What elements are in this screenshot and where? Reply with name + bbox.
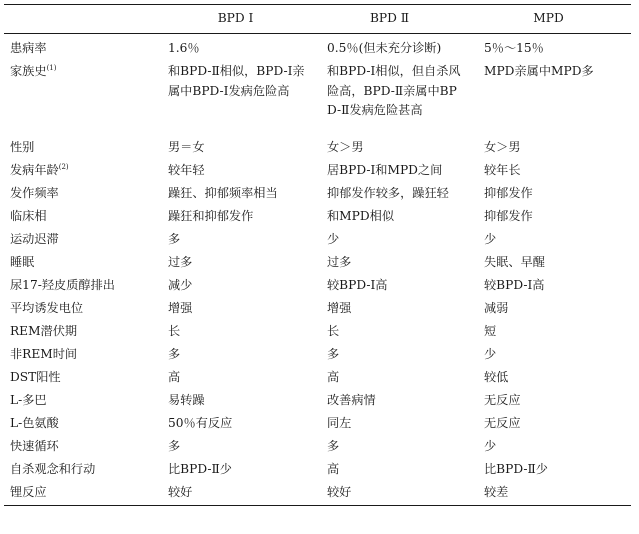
row-label-text: L-多巴 <box>10 392 47 407</box>
row-label-text: L-色氨酸 <box>10 415 59 430</box>
row-label-text: 发作频率 <box>10 185 59 200</box>
header-feature <box>4 5 158 34</box>
table-body <box>4 34 631 506</box>
row-label <box>4 459 158 482</box>
table-row <box>4 61 631 137</box>
table-row <box>4 183 631 206</box>
cell-mpd: 短 <box>484 323 497 338</box>
cell-mpd: 少 <box>484 346 497 361</box>
row-label-text: 家族史 <box>10 64 47 78</box>
table-row <box>4 275 631 298</box>
row-label <box>4 482 158 506</box>
row-label <box>4 390 158 413</box>
table-row <box>4 321 631 344</box>
cell-bpd2: 和MPD相似 <box>327 208 395 223</box>
row-label-text: 平均诱发电位 <box>10 300 84 315</box>
cell-bpd1: 增强 <box>168 300 193 315</box>
cell-bpd2: 较好 <box>327 484 352 499</box>
cell-mpd: 无反应 <box>484 415 521 430</box>
header-bpd1: BPD Ⅰ <box>217 11 254 26</box>
cell-bpd2: 0.5％(但未充分诊断) <box>327 41 442 55</box>
table-row <box>4 413 631 436</box>
cell-mpd: MPD亲属中MPD多 <box>484 64 594 78</box>
cell-bpd1: 躁狂、抑郁频率相当 <box>168 185 278 200</box>
cell-mpd: 5％～15％ <box>484 41 544 55</box>
row-label <box>4 183 158 206</box>
cell-bpd1: 比BPD-Ⅱ少 <box>168 461 232 476</box>
cell-bpd2: 较BPD-Ⅰ高 <box>327 277 388 292</box>
row-label <box>4 298 158 321</box>
cell-mpd: 无反应 <box>484 392 521 407</box>
row-label <box>4 160 158 183</box>
table-row <box>4 137 631 160</box>
cell-bpd1: 躁狂和抑郁发作 <box>168 208 254 223</box>
row-label <box>4 321 158 344</box>
cell-bpd1: 男＝女 <box>168 139 205 154</box>
cell-mpd: 较低 <box>484 369 509 384</box>
cell-bpd1: 1.6％ <box>168 41 200 55</box>
cell-bpd2: 长 <box>327 323 340 338</box>
cell-bpd2: 高 <box>327 369 340 384</box>
header-mpd: MPD <box>533 11 564 26</box>
row-label <box>4 275 158 298</box>
row-label <box>4 206 158 229</box>
comparison-table <box>4 4 631 506</box>
cell-bpd1: 减少 <box>168 277 193 292</box>
table-row <box>4 459 631 482</box>
row-label-text: 尿17-羟皮质醇排出 <box>10 277 115 292</box>
header-bpd2: BPD Ⅱ <box>369 11 410 26</box>
table-row <box>4 34 631 62</box>
table-row <box>4 344 631 367</box>
table-row <box>4 482 631 506</box>
row-label-text: 非REM时间 <box>10 346 78 361</box>
row-label-text: DST阳性 <box>10 369 61 384</box>
cell-mpd: 失眠、早醒 <box>484 254 545 269</box>
row-label-text: 性别 <box>10 139 35 154</box>
row-label-text: 临床相 <box>10 208 47 223</box>
row-label-text: 锂反应 <box>10 484 47 499</box>
table-row <box>4 367 631 390</box>
table-row <box>4 229 631 252</box>
table-row <box>4 390 631 413</box>
cell-bpd2: 高 <box>327 461 340 476</box>
cell-bpd2: 多 <box>327 346 340 361</box>
table-row <box>4 252 631 275</box>
cell-bpd2: 少 <box>327 231 340 246</box>
row-label-text: 快速循环 <box>10 438 59 453</box>
footnote-marker: (1) <box>46 63 57 72</box>
row-label <box>4 252 158 275</box>
cell-bpd2: 女＞男 <box>327 139 364 154</box>
cell-mpd: 少 <box>484 438 497 453</box>
cell-mpd: 较年长 <box>484 162 521 177</box>
table-row <box>4 298 631 321</box>
cell-mpd: 抑郁发作 <box>484 208 533 223</box>
cell-mpd: 女＞男 <box>484 139 521 154</box>
cell-bpd2: 居BPD-Ⅰ和MPD之间 <box>327 162 443 177</box>
row-label-text: 自杀观念和行动 <box>10 461 96 476</box>
row-label-text: 患病率 <box>10 41 47 55</box>
row-label-text: 睡眠 <box>10 254 35 269</box>
footnote-marker: (2) <box>58 162 69 171</box>
row-label <box>4 229 158 252</box>
cell-mpd: 比BPD-Ⅱ少 <box>484 461 548 476</box>
row-label <box>4 367 158 390</box>
cell-mpd: 少 <box>484 231 497 246</box>
cell-bpd1: 长 <box>168 323 181 338</box>
cell-bpd2: 同左 <box>327 415 352 430</box>
cell-bpd2: 增强 <box>327 300 352 315</box>
row-label <box>4 137 158 160</box>
row-label-text: 发病年龄 <box>10 162 59 177</box>
cell-bpd1: 高 <box>168 369 181 384</box>
cell-mpd: 较BPD-Ⅰ高 <box>484 277 545 292</box>
cell-bpd2: 过多 <box>327 254 352 269</box>
cell-bpd2: 抑郁发作较多，躁狂轻 <box>327 185 449 200</box>
cell-bpd1: 多 <box>168 231 181 246</box>
row-label <box>4 413 158 436</box>
row-label <box>4 34 158 62</box>
table-row <box>4 206 631 229</box>
cell-bpd1: 多 <box>168 346 181 361</box>
table-row <box>4 160 631 183</box>
table-row <box>4 436 631 459</box>
cell-bpd1: 多 <box>168 438 181 453</box>
cell-bpd1: 易转躁 <box>168 392 205 407</box>
row-label <box>4 436 158 459</box>
cell-bpd1: 50％有反应 <box>168 415 233 430</box>
row-label <box>4 61 158 137</box>
header-row <box>4 5 631 34</box>
row-label <box>4 344 158 367</box>
cell-bpd1: 较好 <box>168 484 193 499</box>
cell-bpd1: 过多 <box>168 254 193 269</box>
cell-bpd1: 较年轻 <box>168 162 205 177</box>
cell-mpd: 较差 <box>484 484 509 499</box>
row-label-text: 运动迟滞 <box>10 231 59 246</box>
cell-bpd2: 改善病情 <box>327 392 376 407</box>
cell-bpd2: 和BPD-Ⅰ相似，但自杀风险高，BPD-Ⅱ亲属中BPD-Ⅱ发病危险甚高 <box>327 64 461 117</box>
cell-mpd: 抑郁发作 <box>484 185 533 200</box>
cell-mpd: 减弱 <box>484 300 509 315</box>
cell-bpd2: 多 <box>327 438 340 453</box>
cell-bpd1: 和BPD-Ⅱ相似，BPD-Ⅰ亲属中BPD-Ⅰ发病危险高 <box>168 64 305 98</box>
row-label-text: REM潜伏期 <box>10 323 78 338</box>
